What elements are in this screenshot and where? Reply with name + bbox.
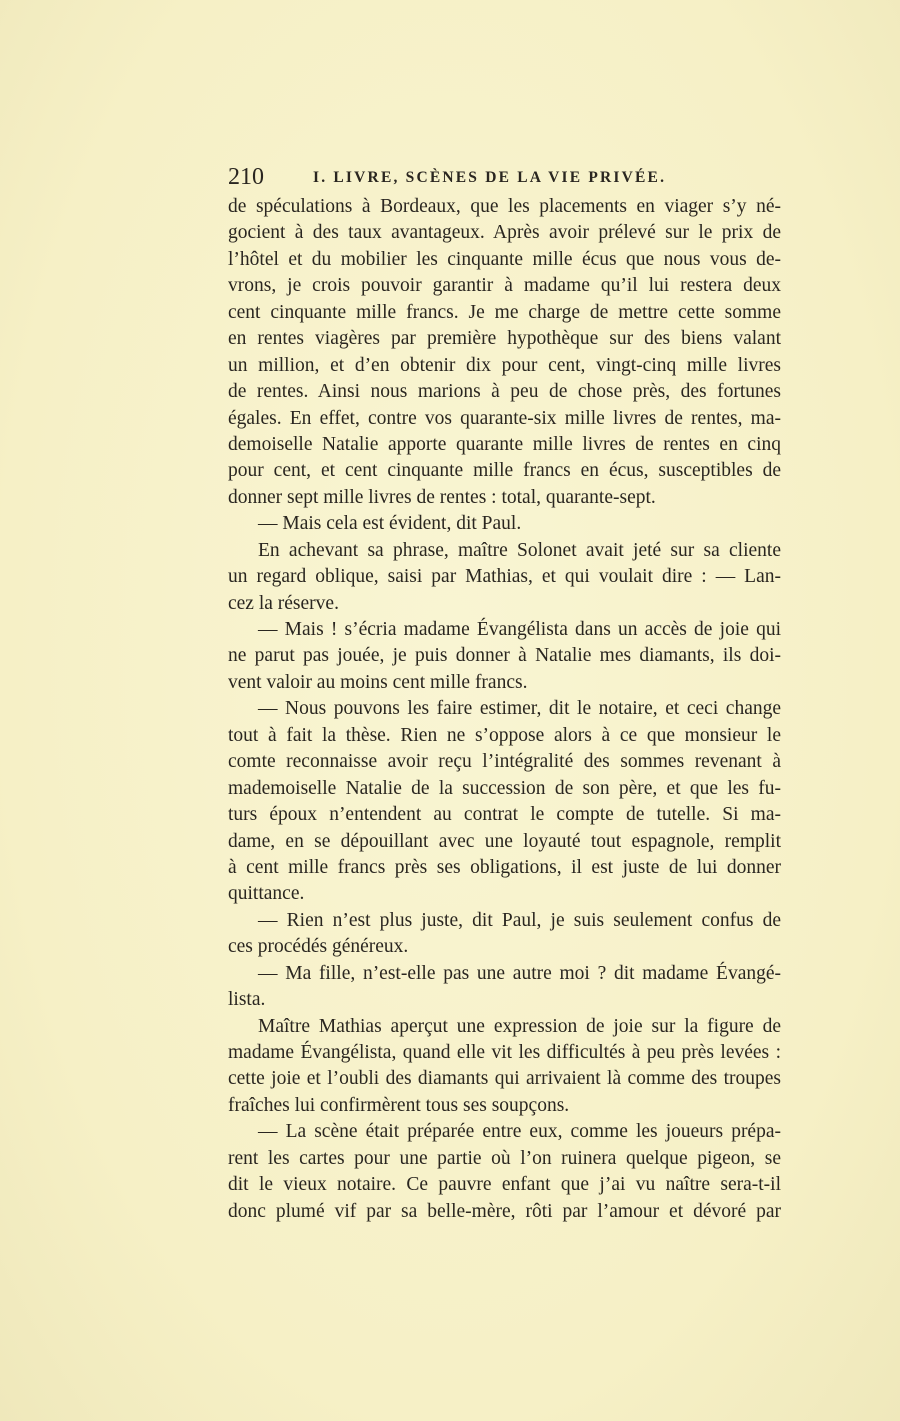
text-line: — Rien n’est plus juste, dit Paul, je suis seulement confus de xyxy=(258,909,781,931)
text-line: de spéculations à Bordeaux, que les placements en viager s’y né- xyxy=(228,196,781,217)
page-number: 210 xyxy=(228,164,264,190)
text-line: ne parut pas jouée, je puis donner à Natalie mes diamants, ils doi- xyxy=(228,645,781,667)
text-line: En achevant sa phrase, maître Solonet avait jeté sur sa cliente xyxy=(258,539,781,561)
text-line: en rentes viagères par première hypothèque sur des biens valant xyxy=(228,328,781,350)
text-line: tout à fait la thèse. Rien ne s’oppose alors à ce que monsieur le xyxy=(228,724,781,746)
text-line: — La scène était préparée entre eux, comme les joueurs prépa- xyxy=(258,1121,781,1143)
text-line: vent valoir au moins cent mille francs. xyxy=(228,671,528,693)
text-line: égales. En effet, contre vos quarante-six mille livres de rentes, ma- xyxy=(228,407,781,429)
text-line: quittance. xyxy=(228,883,305,905)
text-line: demoiselle Natalie apporte quarante mille livres de rentes en cinq xyxy=(228,433,781,455)
text-line: donner sept mille livres de rentes : total, quarante-sept. xyxy=(228,486,656,508)
text-line: cent cinquante mille francs. Je me charge de mettre cette somme xyxy=(228,301,781,323)
text-line: — Mais cela est évident, dit Paul. xyxy=(258,513,522,535)
text-line: madame Évangélista, quand elle vit les difficultés à peu près levées : xyxy=(228,1042,781,1063)
text-line: l’hôtel et du mobilier les cinquante mille écus que nous vous de- xyxy=(228,248,781,270)
text-line: — Ma fille, n’est-elle pas une autre moi ? dit madame Évangé- xyxy=(258,962,781,984)
text-line: cez la réserve. xyxy=(228,592,339,614)
running-title: I. LIVRE, SCÈNES DE LA VIE PRIVÉE. xyxy=(313,169,667,186)
text-line: rent les cartes pour une partie où l’on ruinera quelque pigeon, se xyxy=(228,1147,781,1169)
text-line: de rentes. Ainsi nous marions à peu de chose près, des fortunes xyxy=(228,381,781,403)
text-line: vrons, je crois pouvoir garantir à madame qu’il lui restera deux xyxy=(228,275,781,297)
text-line: gocient à des taux avantageux. Après avoir prélevé sur le prix de xyxy=(228,222,781,244)
text-line: fraîches lui confirmèrent tous ses soupçons. xyxy=(228,1094,570,1116)
text-line: donc plumé vif par sa belle-mère, rôti par l’amour et dévoré par xyxy=(228,1200,781,1222)
text-line: — Mais ! s’écria madame Évangélista dans un accès de joie qui xyxy=(258,619,781,640)
text-line: à cent mille francs près ses obligations, il est juste de lui donner xyxy=(228,856,781,878)
text-line: comte reconnaisse avoir reçu l’intégralité des sommes revenant à xyxy=(228,751,781,773)
text-line: turs époux n’entendent au contrat le compte de tutelle. Si ma- xyxy=(228,804,781,826)
text-line: cette joie et l’oubli des diamants qui arrivaient là comme des troupes xyxy=(228,1068,781,1090)
text-line: Maître Mathias aperçut une expression de joie sur la figure de xyxy=(258,1015,781,1037)
page-header xyxy=(228,162,784,192)
text-line: mademoiselle Natalie de la succession de son père, et que les fu- xyxy=(228,777,781,799)
text-line: dame, en se dépouillant avec une loyauté tout espagnole, remplit xyxy=(228,830,781,852)
text-line: ces procédés généreux. xyxy=(228,936,409,958)
page-body-text xyxy=(228,194,781,1225)
text-line: lista. xyxy=(228,989,266,1011)
text-line: pour cent, et cent cinquante mille francs en écus, susceptibles de xyxy=(228,460,781,482)
text-line: un regard oblique, saisi par Mathias, et qui voulait dire : — Lan- xyxy=(228,566,781,588)
text-line: — Nous pouvons les faire estimer, dit le notaire, et ceci change xyxy=(258,698,781,720)
text-line: un million, et d’en obtenir dix pour cent, vingt-cinq mille livres xyxy=(228,354,781,376)
text-line: dit le vieux notaire. Ce pauvre enfant que j’ai vu naître sera-t-il xyxy=(228,1174,781,1196)
